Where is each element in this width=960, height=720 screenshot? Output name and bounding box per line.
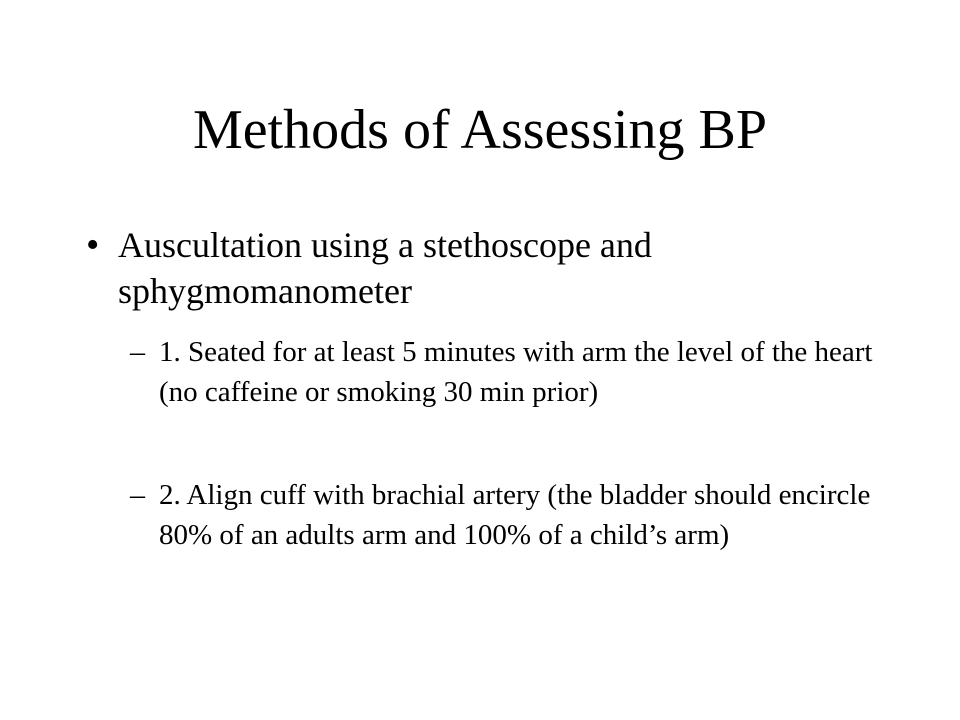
sub-item-dash: –: [130, 335, 145, 368]
bullet-item: [86, 222, 886, 314]
sub-item-text: 1. Seated for at least 5 minutes with arm the level of the heart (no caffeine or smoking 30 min prior): [159, 336, 873, 408]
sub-item: [130, 332, 890, 412]
sub-item: [130, 475, 890, 555]
slide-title: Methods of Assessing BP: [192, 99, 768, 161]
sub-item-text: 2. Align cuff with brachial artery (the bladder should encircle 80% of an adults arm and 100% of a child’s arm): [159, 479, 871, 551]
bullet-marker: •: [86, 224, 100, 266]
sub-item-dash: –: [130, 478, 145, 511]
bullet-text: Auscultation using a stethoscope and sphygmomanometer: [118, 225, 652, 311]
